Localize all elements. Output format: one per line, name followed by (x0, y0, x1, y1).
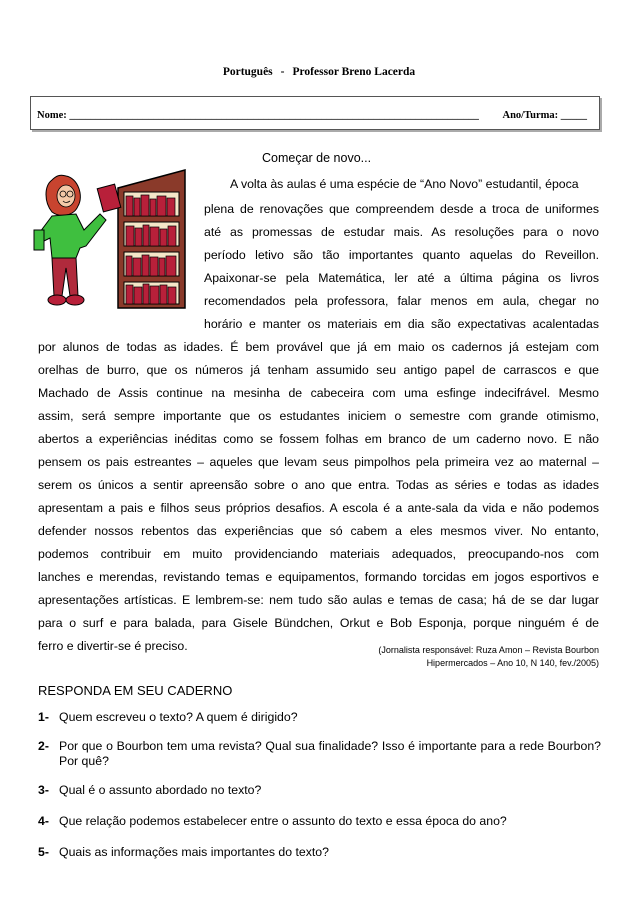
subject-label: Português (222, 66, 273, 78)
article-line: período letivo são tão importantes quanto aquelas do Reveillon. (204, 248, 599, 262)
article-line: até as promessas de estudar mais. As resoluções para o novo (204, 225, 599, 239)
article-line: por alunos de todas as idades. É bem provável que já em maio os cadernos já estejam com (38, 340, 599, 354)
girl-icon (34, 175, 121, 305)
question-item (38, 845, 601, 860)
question-number: 5- (38, 845, 49, 859)
article-line: plena de renovações que compreendem desde a troca de uniformes (204, 202, 599, 216)
article-line: pensem os pais estreantes – aqueles que levam seus pimpolhos pela primeira vez ao maternal – (38, 455, 599, 469)
article-line: recomendados pela professora, falar menos em aula, chegar no (204, 294, 599, 308)
article-line: apresentações artísticas. E lembrem-se: nem tudo são aulas e temas de casa; há de se dar lugar (38, 593, 599, 607)
article-line: para o surf e para balada, para Gisele Bündchen, Orkut e Bob Esponja, porque ninguém é de (38, 616, 599, 630)
article-line: assim, será sempre importante que os estudantes iniciem o semestre com grande otimismo, (38, 409, 599, 423)
question-number: 4- (38, 814, 49, 828)
question-text: Por que o Bourbon tem uma revista? Qual sua finalidade? Isso é importante para a rede Bourbon? Por quê? (59, 739, 601, 768)
header-separator: - (280, 66, 285, 78)
article-line: ferro e divertir-se é preciso. (38, 639, 188, 653)
article-line: abertos a experiências inéditas como se fossem folhas em branco de um caderno novo. E não (38, 432, 599, 446)
student-info-box (30, 96, 600, 130)
article-line: horário e manter os materiais em dia são expectativas acalentadas (204, 317, 599, 331)
question-text: Qual é o assunto abordado no texto? (59, 783, 262, 797)
source-credit: Hipermercados – Ano 10, N 140, fev./2005) (426, 658, 599, 668)
article-line: Machado de Assis continue na mesinha de cabeceira com uma esfinge indecifrável. Mesmo (38, 386, 599, 400)
article-line: defender nossos rebentos das experiências que só cabem a eles mesmos viver. No entanto, (38, 524, 599, 538)
question-number: 3- (38, 783, 49, 797)
article-line: lanches e merendas, revistando temas e equipamentos, formando torcidas em jogos esportivos e (38, 570, 599, 584)
article-line: Apaixonar-se pela Matemática, ler até a última página os livros (204, 271, 599, 285)
question-item (38, 783, 601, 798)
question-item (38, 710, 601, 725)
article-title: Começar de novo... (262, 151, 372, 165)
article-line: serem os únicos a sentir apreensão sobre o ano que entra. Todas as séries e todas as idades (38, 478, 599, 492)
question-text: Quem escreveu o texto? A quem é dirigido? (59, 710, 298, 724)
question-number: 2- (38, 739, 49, 753)
question-text: Que relação podemos estabelecer entre o assunto do texto e essa época do ano? (59, 814, 507, 828)
article-line: A volta às aulas é uma espécie de “Ano Novo” estudantil, época (230, 177, 579, 191)
girl-bookshelf-illustration (30, 168, 200, 318)
class-field[interactable]: Ano/Turma: _____ (502, 110, 587, 121)
question-number: 1- (38, 710, 49, 724)
bookshelf-icon (118, 170, 185, 308)
question-item (38, 814, 601, 829)
article-line: podemos contribuir em muito providenciando materiais adequados, preocupando-nos com (38, 547, 599, 561)
question-text: Quais as informações mais importantes do texto? (59, 845, 329, 859)
name-field[interactable]: Nome: ______________________________________________________________________________ (37, 110, 479, 121)
source-credit: (Jornalista responsável: Ruza Amon – Revista Bourbon (378, 645, 599, 655)
questions-heading: RESPONDA EM SEU CADERNO (38, 683, 233, 698)
page-header (0, 66, 638, 78)
article-line: apresentam a pais e filhos seus próprios desafios. A escola é a ante-sala da vida e não podemos (38, 501, 599, 515)
article-line: orelhas de burro, que os números já tenham assumido seu antigo papel de carrascos e que (38, 363, 599, 377)
question-item (38, 739, 601, 769)
teacher-label: Professor Breno Lacerda (292, 66, 416, 78)
